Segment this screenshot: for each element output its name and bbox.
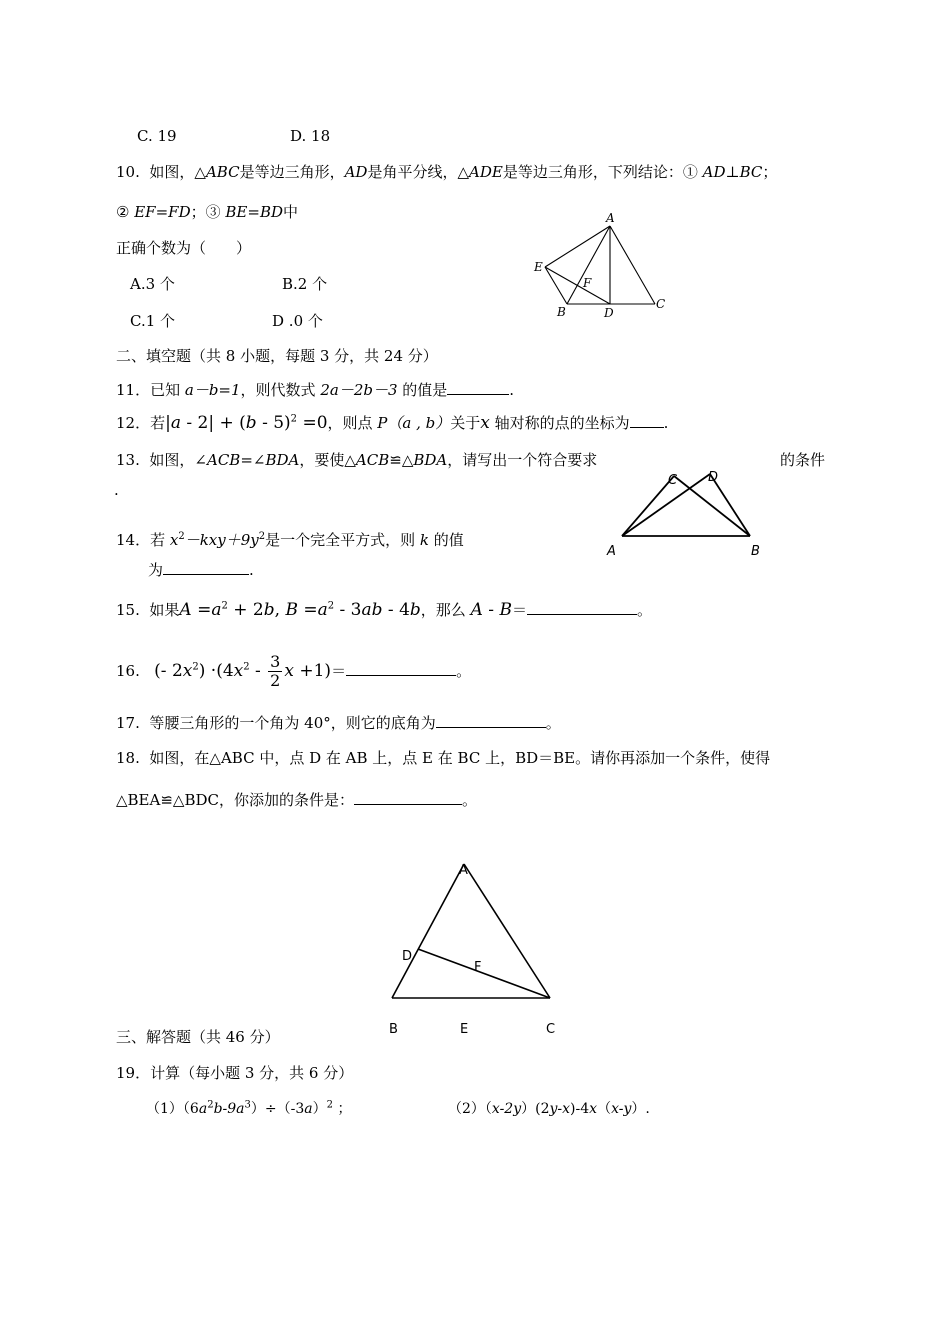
q17: 17. 等腰三角形的一个角为 40°，则它的底角为 。 xyxy=(116,714,561,732)
q18-seg-ab xyxy=(392,864,464,998)
q9-option-c: C. 19 xyxy=(137,127,177,145)
q18-label-e: E xyxy=(460,1022,469,1037)
q9-option-d: D. 18 xyxy=(290,127,331,145)
q13-label-c: C xyxy=(668,473,678,488)
q10-option-b: B.2 个 xyxy=(282,275,328,293)
q19-part2: （2）（x-2y）(2y-x)-4x（x-y）. xyxy=(448,1101,650,1117)
q15: 15. 如果$A =a^2 + 2b$, $B =a^2 - 3ab - 4b$，那么 A - B＝ 。 xyxy=(116,600,652,620)
q18-seg-ac xyxy=(464,864,550,998)
q18-label-d: D xyxy=(402,949,413,964)
q18-line1: 18. 如图，在△ABC 中，点 D 在 AB 上，点 E 在 BC 上，BD＝BE。请你再添加一个条件，使得 xyxy=(116,749,771,767)
section2-heading: 二、填空题（共 8 小题，每题 3 分，共 24 分） xyxy=(116,347,438,365)
q13-label-d: D xyxy=(708,470,719,485)
q15-expression: $A =a^2 + 2b$, $B =a^2 - 3ab - 4b$ xyxy=(179,600,421,620)
q13-label-a: A xyxy=(607,544,616,559)
q10-label-d: D xyxy=(604,306,614,320)
section3-heading: 三、解答题（共 46 分） xyxy=(116,1028,280,1046)
q13-line1: 13. 如图，∠ACB=∠BDA，要使△ACB≌△BDA，请写出一个符合要求 xyxy=(116,451,598,469)
q10-label-f: F xyxy=(583,276,592,290)
q10-option-d: D .0 个 xyxy=(272,312,323,330)
q18-label-c: C xyxy=(546,1022,556,1037)
q10-label-a: A xyxy=(606,211,615,225)
q10-label-b: B xyxy=(557,305,566,319)
q10-option-c: C.1 个 xyxy=(130,312,176,330)
q12: 12．若|a - 2| + (b - 5)$^2$ =0，则点 P（a , b）关于x 轴对称的点的坐标为 . xyxy=(116,413,669,433)
q19-part1: $(1)(6a^2b-9a^3)\div(-3a)^2$ ； xyxy=(146,1099,352,1117)
q18-seg-dc xyxy=(418,949,550,998)
q10-label-e: E xyxy=(534,260,543,274)
q11: 11．已知 a－b=1，则代数式 2a－2b－3 的值是 . xyxy=(116,381,515,399)
q18-line2: △BEA≌△BDC，你添加的条件是： 。 xyxy=(116,791,477,809)
q14-line2: 为 . xyxy=(148,561,254,579)
q12-expression: |a - 2| + (b - 5)$^2$ =0 xyxy=(165,413,328,433)
q14-line1: 14．若 $x^2-kxy+9y^2$是一个完全平方式，则 k 的值 xyxy=(116,531,464,549)
q13-line1-end: 的条件 xyxy=(780,451,826,469)
q19-title: 19．计算（每小题 3 分，共 6 分） xyxy=(116,1064,354,1082)
q10-line2: ② EF=FD；③ BE=BD中 xyxy=(116,203,299,221)
q10-option-a: A.3 个 xyxy=(130,275,175,293)
q18-label-a: A xyxy=(459,863,468,878)
q13-label-b: B xyxy=(751,544,760,559)
q10-label-c: C xyxy=(656,297,666,311)
q10-line3: 正确个数为（ ） xyxy=(116,239,252,257)
q16-expression: (- $2x^2) \cdot(4x^2$ - $\frac{3}{2}$ x +1) xyxy=(154,652,332,690)
q10-line1: 10. 如图，△ABC是等边三角形，AD是角平分线，△ADE是等边三角形，下列结论：① AD⊥BC； xyxy=(116,163,778,181)
q16: 16. (- $2x^2) \cdot(4x^2$ - $\frac{3}{2}$ x +1)＝ 。 xyxy=(116,652,472,690)
q18-label-f: F xyxy=(474,960,482,975)
q13-dot: . xyxy=(114,481,119,499)
q18-label-b: B xyxy=(389,1022,398,1037)
